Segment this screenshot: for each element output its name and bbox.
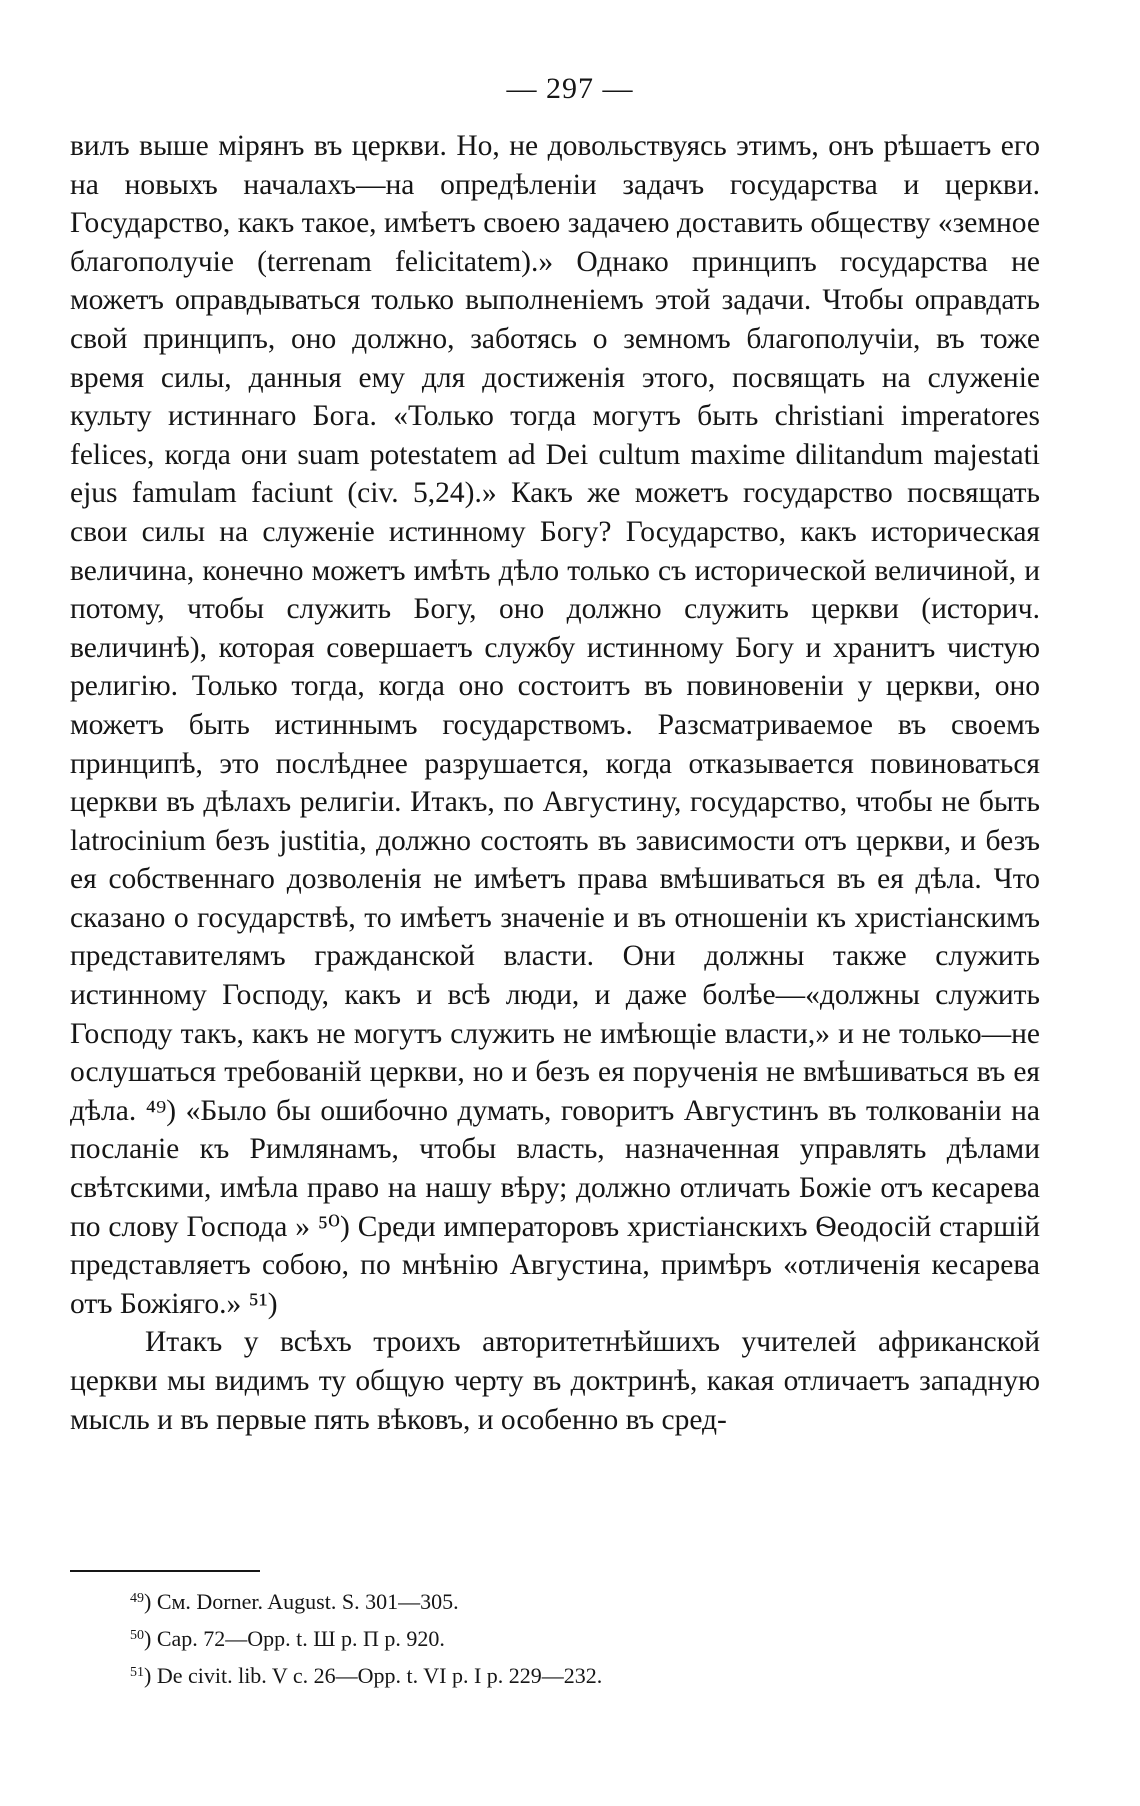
paragraph: Итакъ у всѣхъ троихъ авторитетнѣйшихъ учителей африканской церкви мы видимъ ту общую черту въ доктринѣ, какая отличаетъ западную мысль и въ первые пять вѣковъ, и особенно въ сред- [70,1326,1040,1436]
footnote-50 [130,1619,1010,1656]
footnote-mark: 50 [130,1628,144,1643]
page-number: — 297 — [506,72,634,105]
footnote-51 [130,1656,1010,1693]
paragraph-continuation: вилъ выше мірянъ въ церкви. Но, не довольствуясь этимъ, онъ рѣшаетъ его на новыхъ началахъ—на опредѣленіи задачъ государства и церкви. Государство, какъ такое, имѣетъ своею задачею доставить обществу «земное благополучіе (terrenam felicitatem).» Однако принципъ государства не можетъ оправдываться только выполненіемъ этой задачи. Чтобы оправдать свой принципъ, оно должно, заботясь о земномъ благополучіи, въ тоже время силы, данныя ему для достиженія этого, посвящать на служеніе культу истиннаго Бога. «Только тогда могутъ быть christiani imperatores felices, когда они suam potestatem ad Dei cultum maxime dilitandum majestati ejus famulam faciunt (civ. 5,24).» Какъ же можетъ государство посвящать свои силы на служеніе истинному Богу? Государство, какъ историческая величина, конечно можетъ имѣть дѣло только съ исторической величиной, и потому, чтобы служить Богу, оно должно служить церкви (историч. величинѣ), которая совершаетъ службу истинному Богу и хранитъ чистую религію. Только тогда, когда оно состоитъ въ повиновеніи у церкви, оно можетъ быть истиннымъ государствомъ. Разсматриваемое въ своемъ принципѣ, это послѣднее разрушается, когда отказывается повиноваться церкви въ дѣлахъ религіи. Итакъ, по Августину, государство, чтобы не быть latrocinium безъ justitia, должно состоять въ зависимости отъ церкви, и безъ ея собственнаго дозволенія не имѣетъ права вмѣшиваться въ ея дѣла. Что сказано о государствѣ, то имѣетъ значеніе и въ отношеніи къ христіанскимъ представителямъ гражданской власти. Они должны также служить истинному Господу, какъ и всѣ люди, и даже болѣе—«должны служить Господу такъ, какъ не могутъ служить не имѣющіе власти,» и не только—не ослушаться требованій церкви, но и безъ ея порученія не вмѣшиваться въ ея дѣла. ⁴⁹) «Было бы ошибочно думать, говоритъ Августинъ въ толкованіи на посланіе къ Римлянамъ, чтобы власть, назначенная управлять дѣлами свѣтскими, имѣла право на нашу вѣру; должно отличать Божіе отъ кесарева по слову Господа » ⁵⁰) Среди императоровъ христіанскихъ Ѳеодосій старшій представляетъ собою, по мнѣнію Августина, примѣръ «отличенія кесарева отъ Божіяго.» ⁵¹) [70,130,1040,1320]
footnote-text: ) De civit. lib. V c. 26—Opp. t. VI p. I p. 229—232. [144,1663,603,1688]
footnote-text: ) См. Dorner. August. S. 301—305. [144,1589,459,1614]
main-text [70,127,1040,1439]
footnote-mark: 49 [130,1591,144,1606]
footnotes [130,1582,1010,1693]
footnote-49 [130,1582,1010,1619]
footnote-text: ) Cap. 72—Opp. t. Ш p. П p. 920. [144,1626,445,1651]
footnote-separator [70,1570,260,1572]
footnote-mark: 51 [130,1665,144,1680]
